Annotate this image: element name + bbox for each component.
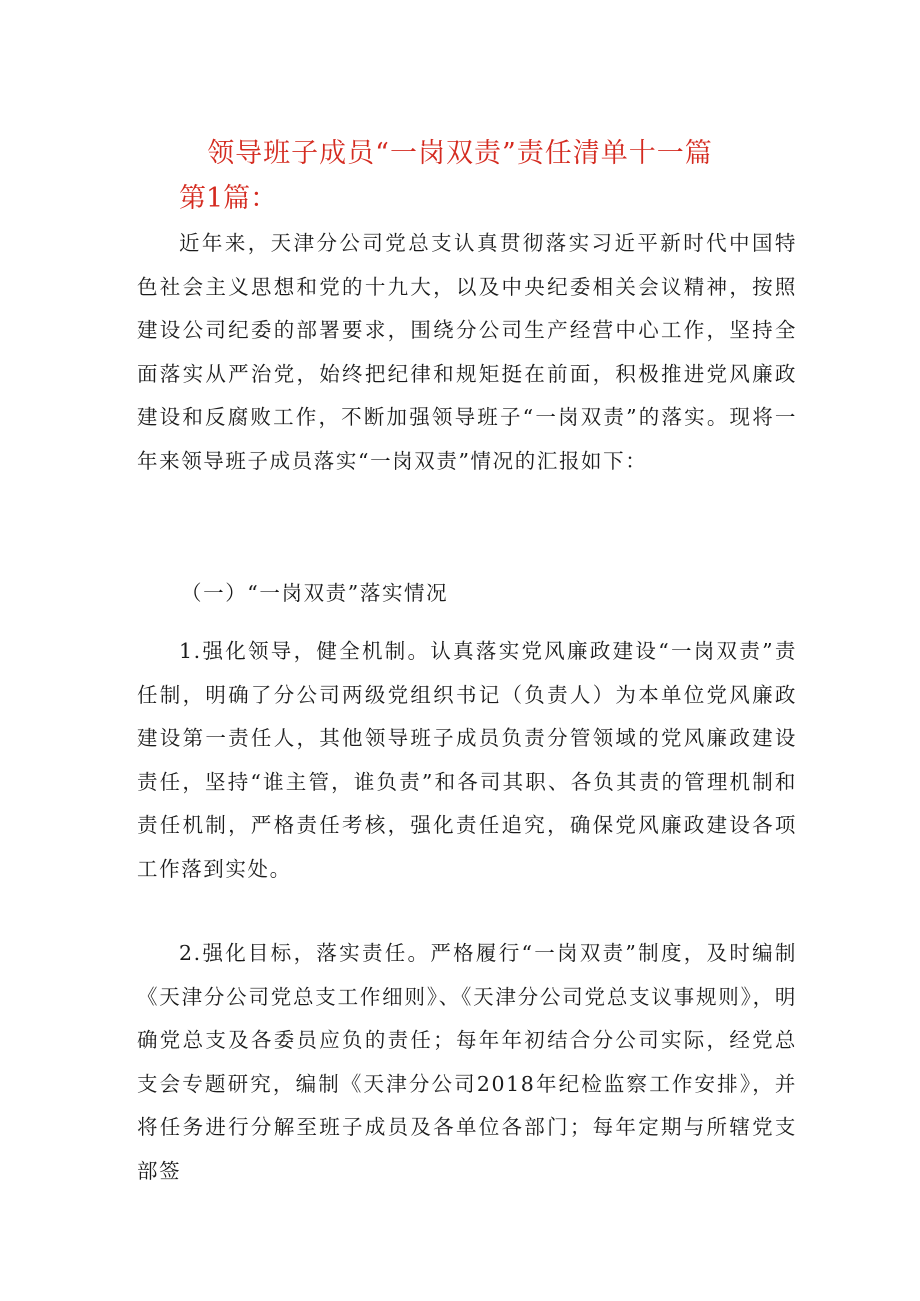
document-title: 领导班子成员“一岗双责”责任清单十一篇 (207, 138, 713, 169)
intro-paragraph: 近年来，天津分公司党总支认真贯彻落实习近平新时代中国特色社会主义思想和党的十九大，以及中央纪委相关会议精神，按照建设公司纪委的部署要求，围绕分公司生产经营中心工作，坚持全面落实从严治党，始终把纪律和规矩挺在前面，积极推进党风廉政建设和反腐败工作，不断加强领导班子“一岗双责”的落实。现将一年来领导班子成员落实“一岗双责”情况的汇报如下： (137, 231, 797, 473)
item-2-paragraph: 2.强化目标，落实责任。严格履行“一岗双责”制度，及时编制《天津分公司党总支工作细则》、《天津分公司党总支议事规则》，明确党总支及各委员应负的责任；每年年初结合分公司实际，经党总支会专题研究，编制《天津分公司2018年纪检监察工作安排》，并将任务进行分解至班子成员及各单位各部门；每年定期与所辖党支部签 (137, 941, 797, 1183)
item-1-paragraph: 1.强化领导，健全机制。认真落实党风廉政建设“一岗双责”责任制，明确了分公司两级党组织书记（负责人）为本单位党风廉政建设第一责任人，其他领导班子成员负责分管领域的党风廉政建设责任，坚持“谁主管，谁负责”和各司其职、各负其责的管理机制和责任机制，严格责任考核，强化责任追究，确保党风廉政建设各项工作落到实处。 (137, 639, 797, 881)
section-heading: 第1篇： (179, 183, 278, 214)
subsection-heading: （一）“一岗双责”落实情况 (181, 581, 449, 605)
